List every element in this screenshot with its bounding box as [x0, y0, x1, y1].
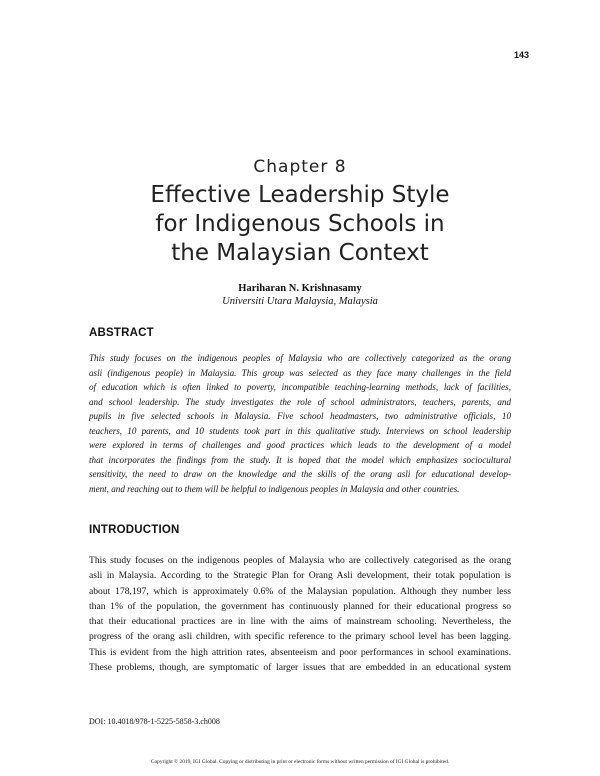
- introduction-line: progress of the orang asli children, with specific reference to the primary school level has been lagging.: [89, 631, 511, 643]
- author-name: Hariharan N. Krishnasamy: [238, 283, 362, 294]
- abstract-heading: ABSTRACT: [89, 327, 154, 339]
- chapter-title-line: Effective Leadership Style: [150, 182, 450, 208]
- introduction-body: [89, 553, 511, 675]
- introduction-line: about 178,197, which is approximately 0.6% of the Malaysian population. Although they number less: [89, 585, 511, 597]
- abstract-line: that incorporates the findings from the study. It is hoped that the model which emphasizes sociocultural: [89, 454, 511, 465]
- chapter-title-line: the Malaysian Context: [171, 240, 429, 266]
- page-number: 143: [513, 50, 529, 60]
- doi-text: DOI: 10.4018/978-1-5225-5858-3.ch008: [89, 717, 220, 726]
- author-affiliation: Universiti Utara Malaysia, Malaysia: [222, 296, 378, 307]
- copyright-notice: Copyright © 2019, IGI Global. Copying or distributing in print or electronic forms without written permission of IGI Global is prohibited.: [150, 759, 450, 765]
- chapter-label: Chapter 8: [253, 157, 347, 177]
- abstract-line: teachers, 10 parents, and 10 students took part in this qualitative study. Interviews on school leadership: [89, 425, 511, 436]
- introduction-heading: INTRODUCTION: [89, 524, 180, 536]
- abstract-line: asli (indigenous people) in Malaysia. This group was selected as they face many challenges in the field: [89, 367, 511, 378]
- abstract-line: pupils in five selected schools in Malaysia. Five school headmasters, two administrative officials, 10: [89, 411, 511, 421]
- abstract-body: [89, 351, 511, 496]
- chapter-title-line: for Indigenous Schools in: [155, 211, 445, 237]
- abstract-line: and school leadership. The study investigates the role of school administrators, teachers, parents, and: [89, 396, 511, 407]
- abstract-line: were explored in terms of challenges and good practices which leads to the development of a model: [89, 440, 511, 450]
- chapter-title: [0, 181, 600, 268]
- introduction-line: This study focuses on the indigenous peoples of Malaysia who are collectively categorised as the orang: [89, 555, 511, 566]
- introduction-line: than 1% of the population, the government has continuously planned for their educational progress so: [89, 600, 511, 612]
- introduction-line: These problems, though, are symptomatic of larger issues that are embedded in an educational system: [89, 662, 511, 674]
- introduction-line: asli in Malaysia. According to the Strategic Plan for Orang Asli development, their totak population is: [89, 570, 511, 582]
- introduction-line: This is evident from the high attrition rates, absenteeism and poor performances in school examinations.: [89, 646, 511, 658]
- introduction-line: that their educational practices are in line with the aims of mainstream schooling. Nevertheless, the: [89, 616, 511, 628]
- abstract-line: ment, and reaching out to them will be helpful to indigenous peoples in Malaysia and other countries.: [89, 483, 460, 494]
- abstract-line: of education which is often linked to poverty, incompatible teaching-learning methods, lack of facilities,: [89, 382, 511, 392]
- abstract-line: sensitivity, the need to draw on the knowledge and the skills of the orang asli for educational develop-: [89, 469, 511, 479]
- abstract-line: This study focuses on the indigenous peoples of Malaysia who are collectively categorized as the orang: [89, 353, 511, 363]
